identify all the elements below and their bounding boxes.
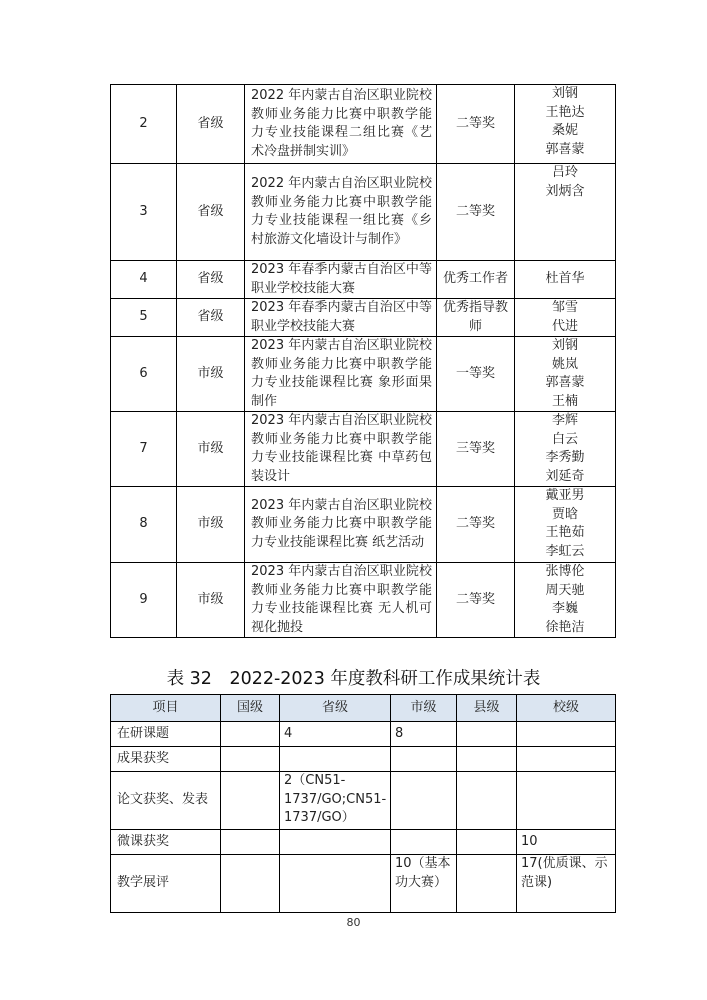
award-level: 市级 (177, 412, 245, 487)
table-cell (457, 747, 517, 772)
table-cell (457, 855, 517, 913)
stats-table (110, 694, 616, 913)
person-name: 张博伦 (545, 564, 585, 579)
person-name: 李虹云 (545, 543, 585, 559)
award-level: 省级 (177, 164, 245, 261)
award-event: 2022 年内蒙古自治区职业院校教师业务能力比赛中职教学能力专业技能课程一组比赛《乡村旅游文化墙设计与制作》 (245, 164, 437, 261)
table-cell: 4 (280, 722, 391, 747)
award-level: 省级 (177, 261, 245, 299)
award-people (515, 563, 616, 638)
table-header-row (111, 695, 616, 722)
person-name: 刘炳含 (545, 183, 585, 199)
person-name: 王艳达 (545, 104, 585, 120)
table-cell (221, 830, 280, 855)
award-no: 6 (111, 337, 177, 412)
person-name: 刘延奇 (545, 468, 585, 484)
table-row (111, 855, 616, 913)
table-row (111, 261, 616, 299)
award-no: 8 (111, 487, 177, 563)
person-name: 周天驰 (545, 582, 585, 598)
table-row (111, 85, 616, 164)
row-label: 论文获奖、发表 (111, 772, 221, 830)
award-prize: 优秀指导教师 (437, 299, 515, 337)
table-cell (391, 772, 457, 830)
award-no: 5 (111, 299, 177, 337)
person-name: 戴亚男 (545, 488, 585, 503)
table-cell: 10（基本功大赛） (391, 855, 457, 913)
person-name: 杜首华 (545, 271, 585, 287)
header-cell: 县级 (457, 695, 517, 722)
person-name: 姚岚 (551, 356, 578, 372)
person-name: 李秀勤 (545, 450, 585, 465)
award-no: 3 (111, 164, 177, 261)
table-cell (457, 830, 517, 855)
header-cell: 国级 (221, 695, 280, 722)
table-cell: 10 (517, 830, 616, 855)
award-no: 4 (111, 261, 177, 299)
award-event: 2023 年内蒙古自治区职业院校教师业务能力比赛中职教学能力专业技能课程比赛 中草药包装设计 (245, 412, 437, 487)
person-name: 李巍 (551, 601, 578, 616)
award-no: 2 (111, 85, 177, 164)
table-row (111, 337, 616, 412)
table-row (111, 772, 616, 830)
person-name: 徐艳洁 (545, 619, 585, 635)
award-people (515, 85, 616, 164)
award-no: 9 (111, 563, 177, 638)
person-name: 李辉 (551, 413, 578, 428)
row-label: 在研课题 (111, 722, 221, 747)
person-name: 郭喜蒙 (545, 141, 585, 157)
table-cell (221, 855, 280, 913)
award-people (515, 412, 616, 487)
header-cell: 校级 (517, 695, 616, 722)
header-cell: 市级 (391, 695, 457, 722)
table-cell (280, 855, 391, 913)
award-people (515, 299, 616, 337)
awards-table (110, 84, 616, 638)
award-people (515, 164, 616, 261)
table-cell (221, 772, 280, 830)
award-event: 2023 年春季内蒙古自治区中等职业学校技能大赛 (245, 261, 437, 299)
table-cell (517, 747, 616, 772)
table-cell (280, 747, 391, 772)
award-prize: 一等奖 (437, 337, 515, 412)
page-number: 80 (346, 916, 361, 929)
table-row (111, 412, 616, 487)
award-level: 省级 (177, 299, 245, 337)
award-people (515, 261, 616, 299)
person-name: 郭喜蒙 (545, 375, 585, 390)
person-name: 桑妮 (551, 123, 578, 138)
award-prize: 二等奖 (437, 563, 515, 638)
award-event: 2023 年内蒙古自治区职业院校教师业务能力比赛中职教学能力专业技能课程比赛 无人机可视化抛投 (245, 563, 437, 638)
award-level: 市级 (177, 563, 245, 638)
table-cell (221, 747, 280, 772)
person-name: 王楠 (551, 393, 578, 409)
row-label: 微课获奖 (111, 830, 221, 855)
award-event: 2023 年内蒙古自治区职业院校教师业务能力比赛中职教学能力专业技能课程比赛 纸艺活动 (245, 487, 437, 563)
award-prize: 二等奖 (437, 487, 515, 563)
award-no: 7 (111, 412, 177, 487)
table-cell (280, 830, 391, 855)
table-cell: 2（CN51-1737/GO;CN51-1737/GO） (280, 772, 391, 830)
award-prize: 优秀工作者 (437, 261, 515, 299)
person-name: 代进 (551, 318, 578, 334)
award-people (515, 487, 616, 563)
header-cell: 项目 (111, 695, 221, 722)
award-event: 2023 年春季内蒙古自治区中等职业学校技能大赛 (245, 299, 437, 337)
award-prize: 二等奖 (437, 85, 515, 164)
table-cell (517, 722, 616, 747)
award-prize: 三等奖 (437, 412, 515, 487)
row-label: 成果获奖 (111, 747, 221, 772)
award-event: 2022 年内蒙古自治区职业院校教师业务能力比赛中职教学能力专业技能课程二组比赛《艺术冷盘拼制实训》 (245, 85, 437, 164)
person-name: 邹雪 (551, 300, 578, 315)
table-row (111, 487, 616, 563)
person-name: 刘钢 (551, 338, 578, 353)
person-name: 王艳茹 (545, 525, 585, 540)
person-name: 刘钢 (551, 86, 578, 101)
table-cell: 17(优质课、示范课) (517, 855, 616, 913)
award-event: 2023 年内蒙古自治区职业院校教师业务能力比赛中职教学能力专业技能课程比赛 象形面果制作 (245, 337, 437, 412)
table-row (111, 299, 616, 337)
table-cell (391, 747, 457, 772)
person-name: 贾晗 (551, 506, 578, 522)
table-cell (221, 722, 280, 747)
person-name: 吕玲 (551, 165, 578, 180)
row-label: 教学展评 (111, 855, 221, 913)
table-cell (457, 772, 517, 830)
header-cell: 省级 (280, 695, 391, 722)
table-cell: 8 (391, 722, 457, 747)
table-row (111, 563, 616, 638)
person-name: 白云 (551, 431, 578, 447)
table-cell (457, 722, 517, 747)
award-people (515, 337, 616, 412)
table-row (111, 722, 616, 747)
award-prize: 二等奖 (437, 164, 515, 261)
table-row (111, 164, 616, 261)
award-level: 省级 (177, 85, 245, 164)
award-level: 市级 (177, 487, 245, 563)
table-cell (517, 772, 616, 830)
table-row (111, 830, 616, 855)
table-cell (391, 830, 457, 855)
table-title: 表 32 2022-2023 年度教科研工作成果统计表 (166, 669, 541, 689)
award-level: 市级 (177, 337, 245, 412)
table-row (111, 747, 616, 772)
